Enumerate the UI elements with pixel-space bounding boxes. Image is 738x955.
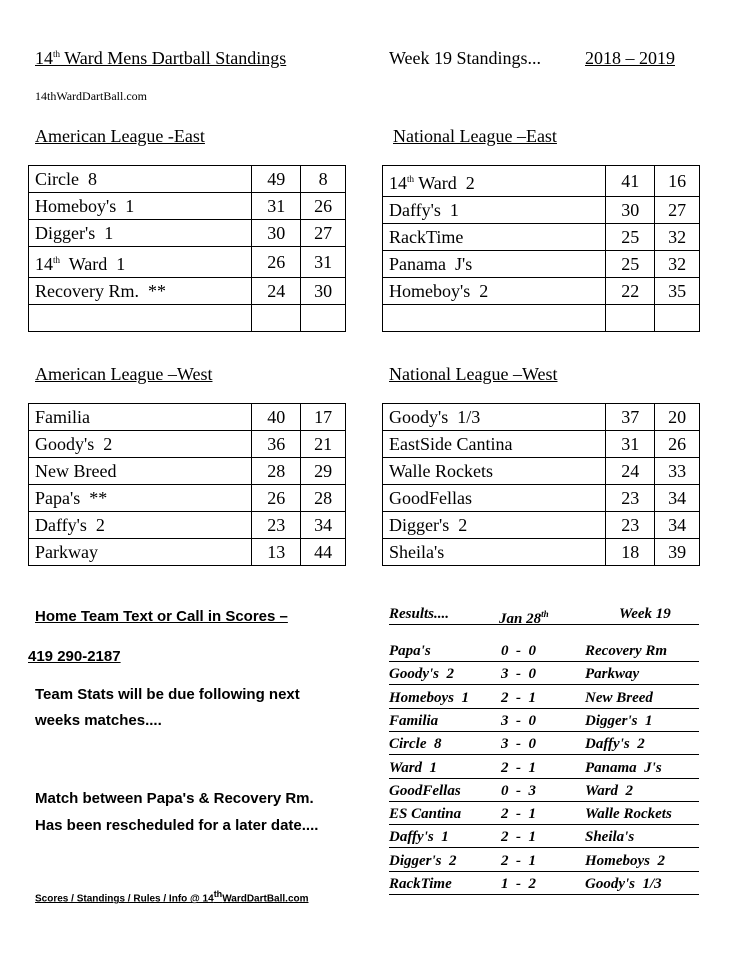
wins-cell: 18: [606, 539, 655, 566]
table-row: [383, 512, 700, 539]
away-team: Goody's 1/3: [585, 876, 662, 892]
table-row: [29, 278, 346, 305]
team-name: [383, 166, 606, 197]
al-west-table: [28, 403, 346, 566]
team-name: [29, 458, 252, 485]
losses-cell: 30: [301, 278, 346, 305]
wins-cell: 30: [252, 220, 301, 247]
away-team: Homeboys 2: [585, 852, 665, 869]
result-row: [389, 804, 699, 825]
team-name-text: Parkway: [35, 542, 98, 562]
week-label: Week 19 Standings...: [389, 48, 542, 68]
home-team: Goody's 2: [389, 666, 454, 683]
home-team: Papa's: [389, 643, 431, 659]
team-name-text: Goody's 2: [35, 434, 113, 454]
team-name-text: Daffy's 1: [389, 200, 459, 220]
wins-cell: 26: [252, 485, 301, 512]
result-row: [389, 758, 699, 779]
footer-text: Scores / Standings / Rules / Info @ 14: [35, 893, 214, 905]
team-name-text: 14: [35, 254, 53, 274]
away-team: New Breed: [585, 689, 653, 706]
wins-cell: 24: [252, 278, 301, 305]
wins-cell: 37: [606, 404, 655, 431]
team-name-text: New Breed: [35, 461, 117, 481]
result-row: [389, 851, 699, 872]
team-name-rest: Ward 2: [414, 173, 475, 193]
wins-cell: 23: [606, 512, 655, 539]
home-team-note: Home Team Text or Call in Scores –: [35, 608, 288, 625]
empty-cell: [301, 305, 346, 332]
team-name-text: Homeboy's 2: [389, 281, 489, 301]
losses-cell: 33: [655, 458, 700, 485]
stats-note-line1: Team Stats will be due following next: [35, 686, 300, 703]
table-row: [29, 247, 346, 278]
table-row: [383, 251, 700, 278]
al-east-heading: American League -East: [35, 126, 205, 146]
result-row: [389, 781, 699, 802]
team-name-text: EastSide Cantina: [389, 434, 513, 454]
team-name-sup: th: [53, 255, 61, 265]
team-name: [383, 278, 606, 305]
table-row: [383, 539, 700, 566]
away-team: Ward 2: [585, 782, 634, 799]
losses-cell: 39: [655, 539, 700, 566]
away-team: Recovery Rm: [585, 643, 668, 659]
empty-cell: [606, 305, 655, 332]
losses-cell: 27: [655, 197, 700, 224]
away-team: Sheila's: [585, 829, 635, 846]
table-row: [383, 458, 700, 485]
team-name: [29, 220, 252, 247]
score: 2 - 1: [501, 759, 536, 776]
wins-cell: 13: [252, 539, 301, 566]
season-label: 2018 – 2019: [585, 48, 675, 68]
page-title: [35, 48, 286, 69]
score: 2 - 1: [501, 806, 536, 823]
wins-cell: 23: [252, 512, 301, 539]
losses-cell: 21: [301, 431, 346, 458]
team-name-text: Familia: [35, 407, 90, 427]
result-row: [389, 734, 699, 755]
table-row: [29, 220, 346, 247]
team-name-text: Sheila's: [389, 542, 445, 562]
empty-cell: [29, 305, 252, 332]
table-row: [383, 485, 700, 512]
team-name-text: Circle 8: [35, 169, 97, 189]
losses-cell: 29: [301, 458, 346, 485]
home-team: RackTime: [389, 876, 452, 892]
team-name: [383, 404, 606, 431]
results-date-text: Jan 28: [499, 611, 542, 627]
team-name: [29, 485, 252, 512]
team-name: [29, 539, 252, 566]
table-row: [383, 431, 700, 458]
away-team: Walle Rockets: [585, 806, 672, 823]
results-header: [389, 604, 699, 625]
home-team: Homeboys 1: [389, 689, 469, 706]
result-row: [389, 711, 699, 732]
nl-west-table: [382, 403, 700, 566]
team-name: [383, 512, 606, 539]
team-name-text: Homeboy's 1: [35, 196, 135, 216]
team-name: [383, 251, 606, 278]
home-team: Daffy's 1: [389, 829, 449, 846]
footer-info: [35, 889, 309, 904]
result-row: [389, 664, 699, 685]
losses-cell: 27: [301, 220, 346, 247]
team-name-text: Goody's 1/3: [389, 407, 481, 427]
stats-note-line2: weeks matches....: [35, 712, 162, 729]
wins-cell: 22: [606, 278, 655, 305]
score: 3 - 0: [501, 712, 536, 729]
table-row: [29, 512, 346, 539]
table-row: [383, 404, 700, 431]
losses-cell: 35: [655, 278, 700, 305]
result-row: [389, 827, 699, 848]
away-team: Digger's 1: [585, 712, 653, 729]
title-text: 14: [35, 48, 53, 68]
score: 2 - 1: [501, 852, 536, 869]
wins-cell: 25: [606, 224, 655, 251]
wins-cell: 28: [252, 458, 301, 485]
result-row: [389, 874, 699, 895]
team-name-text: Digger's 2: [389, 515, 468, 535]
result-row: [389, 641, 699, 662]
wins-cell: 23: [606, 485, 655, 512]
team-name: [383, 431, 606, 458]
results-label: Results....: [389, 606, 450, 622]
losses-cell: 31: [301, 247, 346, 278]
losses-cell: 44: [301, 539, 346, 566]
losses-cell: 32: [655, 224, 700, 251]
nl-east-heading: National League –East: [393, 126, 557, 146]
away-team: Parkway: [585, 666, 640, 683]
team-name: [383, 224, 606, 251]
results-date-sup: th: [541, 609, 549, 619]
table-row: [29, 404, 346, 431]
wins-cell: 25: [606, 251, 655, 278]
losses-cell: 34: [301, 512, 346, 539]
match-note-line2: Has been rescheduled for a later date....: [35, 817, 319, 834]
team-name: [29, 512, 252, 539]
home-team: Digger's 2: [389, 852, 457, 869]
nl-east-table: [382, 165, 700, 332]
losses-cell: 34: [655, 485, 700, 512]
footer-site: WardDartBall.com: [222, 893, 309, 905]
team-name-text: 14: [389, 173, 407, 193]
team-name: [29, 278, 252, 305]
team-name-text: Walle Rockets: [389, 461, 494, 481]
team-name: [29, 193, 252, 220]
table-row: [29, 431, 346, 458]
results-date: [499, 604, 549, 629]
team-name-sup: th: [407, 174, 415, 184]
table-row: [29, 458, 346, 485]
wins-cell: 26: [252, 247, 301, 278]
table-row: [29, 193, 346, 220]
table-row: [383, 224, 700, 251]
al-west-heading: American League –West: [35, 364, 213, 384]
nl-west-heading: National League –West: [389, 364, 558, 384]
phone-number[interactable]: 419 290-2187: [28, 648, 121, 665]
losses-cell: 28: [301, 485, 346, 512]
table-row: [29, 539, 346, 566]
empty-cell: [655, 305, 700, 332]
site-link[interactable]: 14thWardDartBall.com: [35, 89, 148, 103]
losses-cell: 8: [301, 166, 346, 193]
score: 0 - 3: [501, 782, 536, 799]
losses-cell: 16: [655, 166, 700, 197]
losses-cell: 20: [655, 404, 700, 431]
wins-cell: 36: [252, 431, 301, 458]
score: 1 - 2: [501, 876, 536, 892]
team-name-text: GoodFellas: [389, 488, 472, 508]
team-name: [383, 539, 606, 566]
wins-cell: 30: [606, 197, 655, 224]
wins-cell: 31: [606, 431, 655, 458]
losses-cell: 32: [655, 251, 700, 278]
team-name: [29, 166, 252, 193]
losses-cell: 26: [301, 193, 346, 220]
home-team: ES Cantina: [389, 806, 462, 823]
table-row: [29, 166, 346, 193]
wins-cell: 40: [252, 404, 301, 431]
empty-row: [29, 305, 346, 332]
score: 2 - 1: [501, 689, 536, 706]
footer-sup: th: [213, 889, 223, 899]
wins-cell: 31: [252, 193, 301, 220]
team-name-text: RackTime: [389, 227, 464, 247]
team-name: [29, 431, 252, 458]
title-sup: th: [53, 49, 61, 59]
results-week: Week 19: [619, 606, 671, 622]
home-team: Familia: [389, 712, 439, 729]
wins-cell: 41: [606, 166, 655, 197]
team-name-text: Panama J's: [389, 254, 473, 274]
match-note-line1: Match between Papa's & Recovery Rm.: [35, 790, 314, 807]
home-team: Ward 1: [389, 759, 438, 776]
score: 3 - 0: [501, 736, 536, 753]
home-team: GoodFellas: [389, 782, 461, 799]
table-row: [383, 197, 700, 224]
team-name: [29, 404, 252, 431]
team-name-text: Recovery Rm. **: [35, 281, 166, 301]
table-row: [29, 485, 346, 512]
empty-row: [383, 305, 700, 332]
wins-cell: 49: [252, 166, 301, 193]
team-name: [383, 197, 606, 224]
table-row: [383, 166, 700, 197]
table-row: [383, 278, 700, 305]
home-team: Circle 8: [389, 736, 442, 753]
team-name: [383, 458, 606, 485]
team-name-text: Digger's 1: [35, 223, 114, 243]
empty-cell: [252, 305, 301, 332]
result-row: [389, 688, 699, 709]
al-east-table: [28, 165, 346, 332]
score: 3 - 0: [501, 666, 536, 683]
score: 2 - 1: [501, 829, 536, 846]
team-name-text: Papa's **: [35, 488, 108, 508]
losses-cell: 34: [655, 512, 700, 539]
team-name: [383, 485, 606, 512]
away-team: Daffy's 2: [585, 736, 645, 753]
losses-cell: 17: [301, 404, 346, 431]
team-name-rest: Ward 1: [60, 254, 126, 274]
empty-cell: [383, 305, 606, 332]
team-name: [29, 247, 252, 278]
wins-cell: 24: [606, 458, 655, 485]
losses-cell: 26: [655, 431, 700, 458]
away-team: Panama J's: [585, 759, 662, 776]
team-name-text: Daffy's 2: [35, 515, 105, 535]
score: 0 - 0: [501, 643, 536, 659]
title-text-rest: Ward Mens Dartball Standings: [60, 48, 287, 68]
